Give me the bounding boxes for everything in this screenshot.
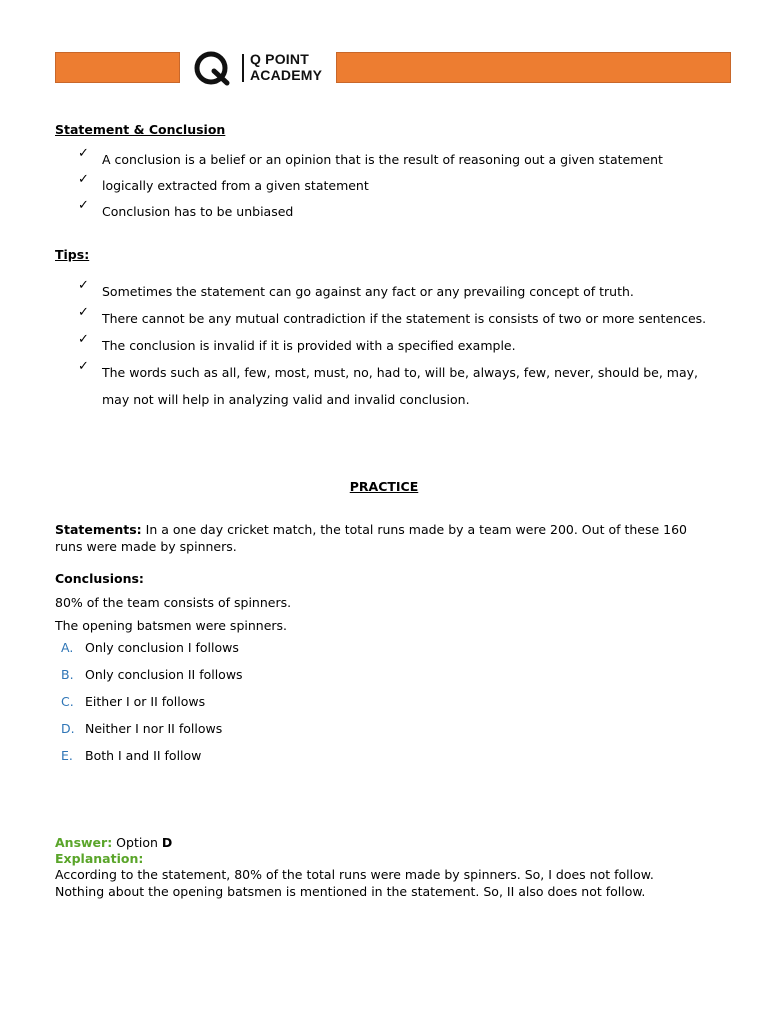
list-item-text: Conclusion has to be unbiased bbox=[102, 204, 294, 219]
section-title-tips: Tips: bbox=[55, 247, 90, 262]
header-bar-right bbox=[336, 52, 731, 83]
conclusions-label: Conclusions: bbox=[55, 571, 144, 586]
option-a bbox=[61, 640, 239, 655]
header-bar-left bbox=[55, 52, 180, 83]
option-e bbox=[61, 748, 201, 763]
option-b bbox=[61, 667, 243, 682]
section-title-statement-conclusion: Statement & Conclusion bbox=[55, 122, 226, 137]
checkmark-icon: ✓ bbox=[78, 172, 89, 187]
option-c bbox=[61, 694, 205, 709]
option-letter: E. bbox=[61, 748, 73, 763]
checkmark-icon: ✓ bbox=[78, 332, 89, 347]
logo-divider bbox=[242, 54, 244, 82]
checkmark-icon: ✓ bbox=[78, 278, 89, 293]
option-letter: D. bbox=[61, 721, 75, 736]
conclusion-1: 80% of the team consists of spinners. bbox=[55, 595, 292, 610]
option-text: Neither I nor II follows bbox=[85, 721, 223, 736]
brand-line-1: Q POINT bbox=[250, 51, 309, 67]
option-text: Either I or II follows bbox=[85, 694, 206, 709]
academy-logo bbox=[192, 48, 332, 88]
option-text: Only conclusion I follows bbox=[85, 640, 239, 655]
answer-line bbox=[55, 834, 705, 851]
q-logo-icon bbox=[192, 48, 236, 88]
conclusion-2: The opening batsmen were spinners. bbox=[55, 618, 288, 633]
option-d bbox=[61, 721, 222, 736]
option-text: Only conclusion II follows bbox=[85, 667, 243, 682]
logo-text bbox=[250, 51, 322, 83]
answer-label: Answer: bbox=[55, 835, 113, 850]
brand-line-2: ACADEMY bbox=[250, 67, 323, 83]
statements-text: In a one day cricket match, the total runs made by a team were 200. Out of these 160 runs were made by spinners. bbox=[55, 522, 688, 554]
answer-prefix: Option bbox=[112, 835, 162, 850]
list-item-text: There cannot be any mutual contradiction if the statement is consists of two or more sentences. bbox=[102, 311, 707, 326]
option-letter: B. bbox=[61, 667, 74, 682]
list-item-text: Sometimes the statement can go against any fact or any prevailing concept of truth. bbox=[102, 284, 634, 299]
practice-title: PRACTICE bbox=[349, 479, 419, 494]
list-item-text: logically extracted from a given statement bbox=[102, 178, 369, 193]
list-item-text: The words such as all, few, most, must, no, had to, will be, always, few, never, should be, may, may not will help in analyzing valid and invalid conclusion. bbox=[102, 365, 699, 407]
checkmark-icon: ✓ bbox=[78, 198, 89, 213]
statements-paragraph bbox=[55, 521, 705, 555]
explanation-label: Explanation: bbox=[55, 851, 144, 866]
list-item-text: A conclusion is a belief or an opinion that is the result of reasoning out a given statement bbox=[102, 152, 663, 167]
checkmark-icon: ✓ bbox=[78, 305, 89, 320]
option-text: Both I and II follow bbox=[85, 748, 202, 763]
checkmark-icon: ✓ bbox=[78, 359, 89, 374]
list-item-text: The conclusion is invalid if it is provided with a specified example. bbox=[102, 338, 516, 353]
option-letter: C. bbox=[61, 694, 74, 709]
answer-value: D bbox=[161, 835, 173, 850]
statements-label: Statements: bbox=[55, 522, 142, 537]
explanation-text: According to the statement, 80% of the total runs were made by spinners. So, I does not follow. Nothing about the opening batsmen is mentioned in the statement. So, II also does not follow. bbox=[55, 867, 654, 899]
checkmark-icon: ✓ bbox=[78, 146, 89, 161]
option-letter: A. bbox=[61, 640, 74, 655]
